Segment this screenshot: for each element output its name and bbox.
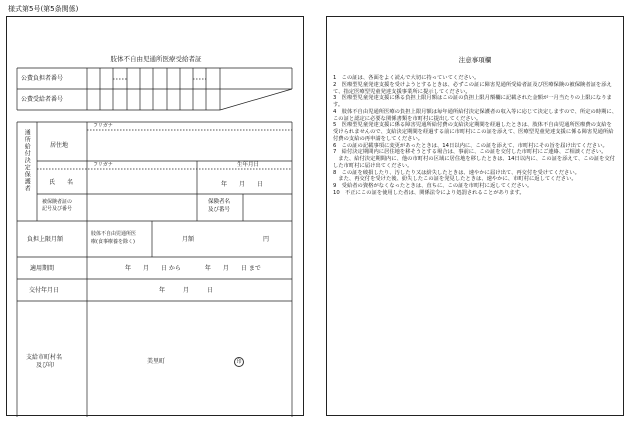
note-item: 8 この証を破損したり、汚したり又は紛失したときは、速やかに届け出て、再交付を受けてください。 <box>333 169 580 176</box>
note-item: 7 給付決定期間内に居住地を移そうとする場合は、事前に、この証を交付した市町村にご連絡、ご相談ください。 <box>333 149 607 156</box>
insurer-name-label-1: 保険者名 <box>208 199 231 205</box>
note-item: 1 この証は、各面をよく読んで大切に持っていてください。 <box>333 75 480 81</box>
municipality-label-1: 支給市町村名 <box>26 354 63 361</box>
note-item: 5 医療型児童発達支援に係る障害児通所給付費の支給決定期間を経過したときは、肢体不自由児通所医療費の支給を受けられませんので、支給決定期間を経過する前に市町村にこの証を添えて、医療型児童発達支援に係る障害児通所給付費の支給の再申請をしてください。 <box>333 122 614 142</box>
birthdate-value: 年 月 日 <box>221 181 264 188</box>
notes-title: 注意事項欄 <box>458 56 492 64</box>
official-seal-mark: 印 <box>234 357 244 367</box>
issue-date-label: 交付年月日 <box>29 287 60 294</box>
guardian-section-label: 通所給付決定保護者 <box>23 129 31 192</box>
note-item: 3 医療型児童発達支援に係る負担上限月額はこの証の負担上限月額欄に記載された金額が一月当たりの上限になります。 <box>333 95 612 109</box>
note-item: 6 この証の記載事項に変更があったときは、14日以内に、この証を添えて、市町村にその旨を届け出てください。 <box>333 142 608 149</box>
notes-panel <box>326 16 624 416</box>
issue-date-value: 年 月 日 <box>159 287 214 294</box>
public-payer-number-label: 公費負担者番号 <box>21 75 64 82</box>
note-item: また、再交付を受けた後、紛失したこの証を発見したときは、速やかに、市町村に返してください。 <box>333 176 577 183</box>
birthdate-label: 生年月日 <box>237 162 260 168</box>
insurer-name-label-2: 及び番号 <box>208 207 231 213</box>
note-item: 4 肢体不自由児通所医療の負担上限月額は毎年通所給付決定保護者の収入等に応じて決定しますので、所定の時期に、この証と認定に必要な関係書類を市町村に提出してください。 <box>333 108 618 122</box>
medical-type-label-1: 肢体不自由児通所医 <box>91 231 137 237</box>
address-label: 居住地 <box>50 142 69 149</box>
note-item: 10 不正にこの証を使用した者は、関係法令により処罰されることがあります。 <box>333 190 525 197</box>
note-item: 2 医療型児童発達支援を受けようとするときは、必ずこの証に障害児通所受給者証及び医療保険の被保険者証を添えて、指定医療型児童発達支援事業所に提示してください。 <box>333 81 612 95</box>
public-recipient-number-label: 公費受給者番号 <box>21 96 64 103</box>
name-label: 氏 名 <box>49 179 74 186</box>
note-item: 9 受給者の資格がなくなったときは、直ちに、この証を市町村に返してください。 <box>333 183 533 190</box>
certificate-title: 肢体不自由児通所医療受給者証 <box>110 55 202 63</box>
note-item: また、給付決定期間内に、他の市町村の区域に居住地を移したときは、14日以内に、この証を添えて、この証を交付した市町村に届け出てください。 <box>333 156 616 169</box>
period-value: 年 月 日 から 年 月 日 まで <box>125 265 261 272</box>
medical-type-label-2: 療(食事療養を除く) <box>91 239 135 245</box>
form-number-label: 様式第5号(第5条関係) <box>8 5 79 13</box>
municipality-name: 美里町 <box>147 358 166 365</box>
monthly-label: 月額 <box>182 236 195 243</box>
notes-list <box>333 75 617 197</box>
yen-label: 円 <box>263 236 270 243</box>
municipality-label-2: 及び印 <box>36 362 55 369</box>
furigana-label-2: フリガナ <box>93 162 113 168</box>
insured-symbol-label-2: 記号及び番号 <box>42 206 73 212</box>
period-label: 適用期間 <box>30 265 55 272</box>
burden-limit-label: 負担上限月額 <box>27 236 64 243</box>
certificate-front-panel <box>6 16 304 416</box>
insured-symbol-label-1: 被保険者証の <box>42 199 73 205</box>
furigana-label: フリガナ <box>93 123 113 129</box>
